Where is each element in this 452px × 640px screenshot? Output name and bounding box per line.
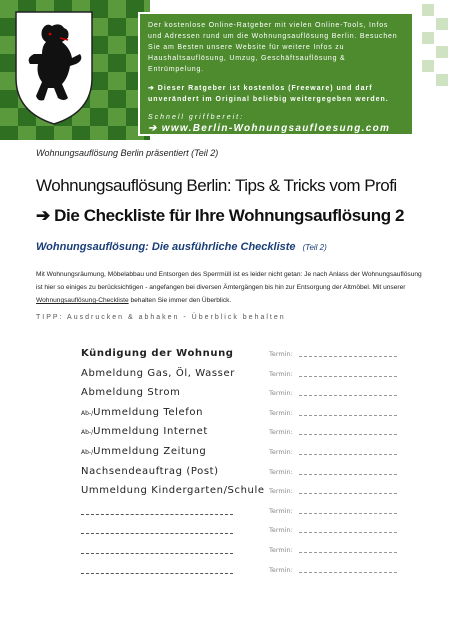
checklist-row[interactable] xyxy=(81,464,411,484)
termin-field[interactable] xyxy=(269,448,397,456)
termin-field[interactable] xyxy=(269,389,397,397)
checklist-blank-row[interactable] xyxy=(81,542,411,562)
termin-label: Termin: xyxy=(269,428,293,437)
checklist-blank-row[interactable] xyxy=(81,522,411,542)
page-title: Wohnungsauflösung Berlin: Tips & Tricks vom Profi xyxy=(36,176,397,195)
termin-line xyxy=(299,513,397,514)
item-label: Ummeldung Kindergarten/Schule xyxy=(81,485,265,497)
checklist-row[interactable] xyxy=(81,346,411,366)
checklist-item xyxy=(81,485,265,496)
blank-entry-line[interactable] xyxy=(81,514,233,515)
header-banner xyxy=(0,0,452,140)
termin-label: Termin: xyxy=(269,506,293,515)
termin-label: Termin: xyxy=(269,565,293,574)
checklist-row[interactable] xyxy=(81,424,411,444)
checklist-row[interactable] xyxy=(81,385,411,405)
item-label: Kündigung der Wohnung xyxy=(81,348,234,359)
blank-entry-line[interactable] xyxy=(81,573,233,574)
termin-label: Termin: xyxy=(269,467,293,476)
decorative-squares xyxy=(418,0,452,140)
termin-label: Termin: xyxy=(269,487,293,496)
termin-field[interactable] xyxy=(269,507,397,515)
termin-line xyxy=(299,493,397,494)
tip-line: TIPP: Ausdrucken & abhaken - Überblick behalten xyxy=(36,314,286,321)
termin-label: Termin: xyxy=(269,350,293,358)
quick-access-label: Schnell griffbereit: xyxy=(148,114,245,121)
termin-field[interactable] xyxy=(269,468,397,476)
presents-line: Wohnungsauflösung Berlin präsentiert (Teil 2) xyxy=(36,148,219,158)
paragraph-text-after: behalten Sie immer den Überblick. xyxy=(128,297,232,304)
checklist-blank-row[interactable] xyxy=(81,503,411,523)
item-prefix: Ab-/ xyxy=(81,448,94,456)
item-label: Abmeldung Strom xyxy=(81,387,181,399)
termin-field[interactable] xyxy=(269,487,397,495)
checklist-item xyxy=(81,407,203,418)
termin-line xyxy=(299,415,397,416)
info-box xyxy=(138,12,414,136)
item-label: Nachsendeauftrag (Post) xyxy=(81,465,219,477)
item-prefix: Ab-/ xyxy=(81,429,94,437)
section-heading-part: (Teil 2) xyxy=(302,243,327,252)
termin-line xyxy=(299,356,397,357)
termin-label: Termin: xyxy=(269,526,293,535)
checklist-row[interactable] xyxy=(81,444,411,464)
termin-line xyxy=(299,434,397,435)
item-label: Ummeldung Internet xyxy=(93,426,208,438)
berlin-bear-crest-icon xyxy=(12,8,96,128)
termin-line xyxy=(299,572,397,573)
checklist-blank-row[interactable] xyxy=(81,562,411,582)
item-prefix: Ab-/ xyxy=(81,409,94,417)
termin-field[interactable] xyxy=(269,546,397,554)
item-label: Abmeldung Gas, Öl, Wasser xyxy=(81,367,235,379)
termin-field[interactable] xyxy=(269,409,397,417)
checklist-link[interactable]: Wohnungsauflösung-Checkliste xyxy=(36,297,129,304)
termin-field[interactable] xyxy=(269,350,397,358)
termin-label: Termin: xyxy=(269,545,293,554)
checklist-row[interactable] xyxy=(81,483,411,503)
freeware-notice: ➔ Dieser Ratgeber ist kostenlos (Freeware) und darf unverändert im Original beliebig weitergegeben werden. xyxy=(148,85,389,103)
checklist xyxy=(81,346,411,581)
termin-label: Termin: xyxy=(269,447,293,456)
checklist-item xyxy=(81,387,180,398)
termin-line xyxy=(299,395,397,396)
termin-line xyxy=(299,376,397,377)
checklist-item xyxy=(81,466,219,477)
termin-line xyxy=(299,532,397,533)
item-label: Ummeldung Telefon xyxy=(93,406,204,418)
termin-field[interactable] xyxy=(269,370,397,378)
checklist-row[interactable] xyxy=(81,405,411,425)
blank-entry-line[interactable] xyxy=(81,533,233,534)
termin-label: Termin: xyxy=(269,408,293,417)
intro-text: Der kostenlose Online-Ratgeber mit vielen Online-Tools, Infos und Adressen rund um die Wohnungsauflösung Berlin. Besuchen Sie am Besten unsere Website für weitere Infos zu Haushaltsauflösung, Umzug, Geschäftsauflösung & Entrümpelung. xyxy=(148,22,398,73)
website-link[interactable]: ➔ www.Berlin-Wohnungsaufloesung.com xyxy=(148,123,391,134)
termin-label: Termin: xyxy=(269,389,293,398)
checklist-item xyxy=(81,348,234,359)
section-heading-text: Wohnungsauflösung: Die ausführliche Checkliste xyxy=(36,241,296,253)
checklist-item xyxy=(81,426,208,437)
intro-paragraph xyxy=(36,268,426,307)
item-label: Ummeldung Zeitung xyxy=(93,445,207,457)
checklist-row[interactable] xyxy=(81,366,411,386)
termin-line xyxy=(299,474,397,475)
termin-label: Termin: xyxy=(269,369,293,378)
checklist-item xyxy=(81,368,235,379)
section-heading xyxy=(36,241,327,253)
termin-field[interactable] xyxy=(269,526,397,534)
blank-entry-line[interactable] xyxy=(81,553,233,554)
paragraph-text-before: Mit Wohnungsräumung, Möbelabbau und Entsorgen des Sperrmüll ist es leider nicht getan: Je nach Anlass der Wohnungsauflösung ist hier so einiges zu berücksichtigen - angefangen bei diversen Ämtergängen bis hin zur Entsorgung der Altmöbel. Mit unserer xyxy=(36,271,422,291)
termin-line xyxy=(299,552,397,553)
checklist-item xyxy=(81,446,206,457)
page-subtitle-checklist: ➔ Die Checkliste für Ihre Wohnungsauflösung 2 xyxy=(36,206,405,225)
termin-field[interactable] xyxy=(269,566,397,574)
termin-field[interactable] xyxy=(269,428,397,436)
termin-line xyxy=(299,454,397,455)
